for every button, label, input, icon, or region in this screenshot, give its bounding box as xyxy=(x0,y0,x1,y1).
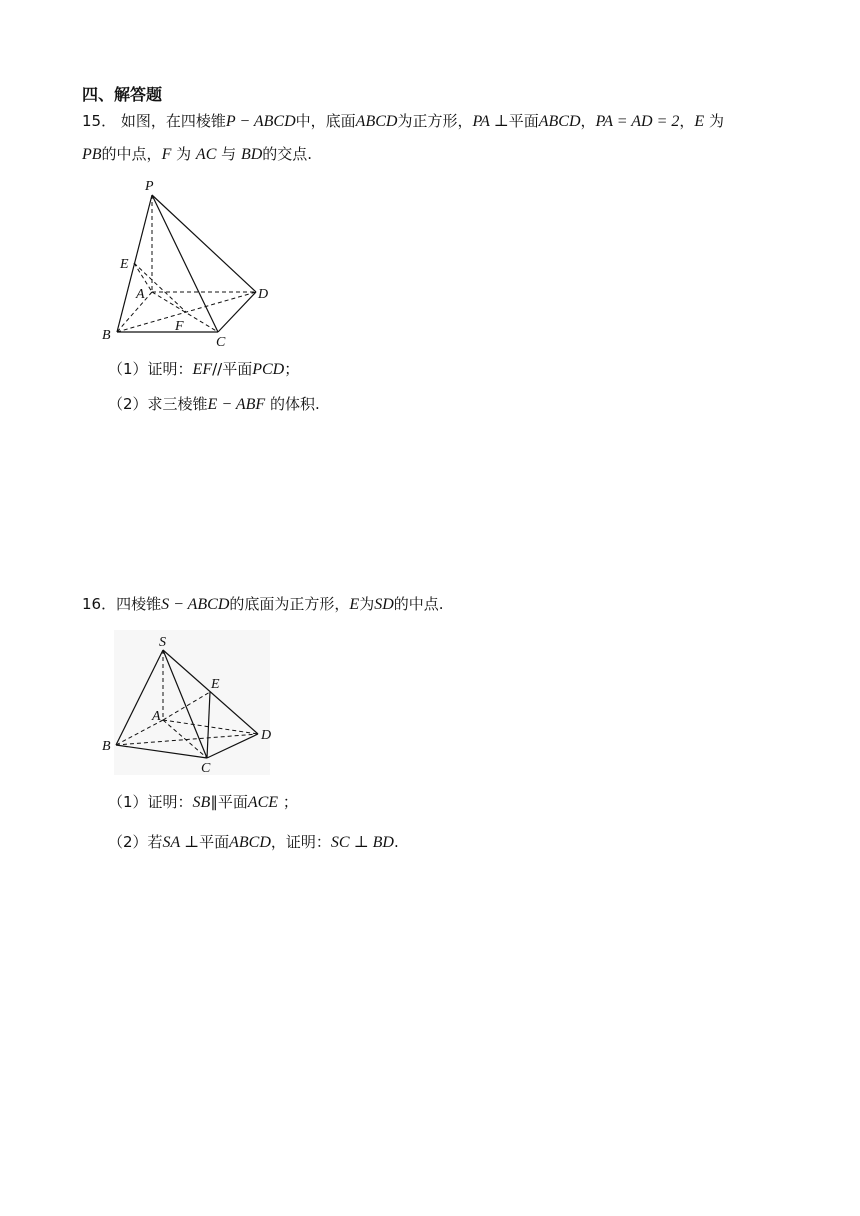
q16-part2 xyxy=(108,831,399,854)
q15-text: 的交点. xyxy=(262,145,313,163)
edge-cd xyxy=(218,292,256,332)
q15-perp: PA ⊥ xyxy=(472,113,509,130)
q16-scbd: SC ⊥ BD xyxy=(330,834,394,851)
q15-equality: PA = AD = 2 xyxy=(595,113,680,130)
part-number: （2）求三棱锥 xyxy=(108,395,208,413)
label-b: B xyxy=(102,328,111,343)
q15-text: 如图，在四棱锥 xyxy=(120,112,226,130)
q16-text: 平面 xyxy=(199,833,230,851)
q16-sd: SD xyxy=(374,596,394,613)
q16-pyramid-figure xyxy=(100,630,280,779)
q15-text: ， xyxy=(679,112,695,130)
q16-sa: SA ⊥ xyxy=(162,834,200,851)
q15-text: 为 xyxy=(708,112,724,130)
q15-ef: EF xyxy=(192,361,213,378)
q15-text: 为正方形， xyxy=(397,112,473,130)
label-e: E xyxy=(211,677,220,692)
q16-number: 16． xyxy=(82,595,117,613)
q15-text: 为 xyxy=(176,145,192,163)
q15-line1 xyxy=(82,110,724,133)
q15-text: 与 xyxy=(221,145,237,163)
q15-pyramid: P − ABCD xyxy=(225,113,296,130)
label-d: D xyxy=(261,728,272,743)
q16-e: E xyxy=(349,596,360,613)
part-number: （1）证明： xyxy=(108,360,193,378)
label-a: A xyxy=(136,287,145,302)
q16-text: ； xyxy=(282,793,298,811)
q15-text: 平面 xyxy=(508,112,539,130)
label-f: F xyxy=(175,319,184,334)
part-number: （2）若 xyxy=(108,833,163,851)
q15-plane-name: ABCD xyxy=(538,113,581,130)
q16-text: ，证明： xyxy=(270,833,331,851)
q15-text: 的中点， xyxy=(101,145,162,163)
q15-text: 的体积. xyxy=(269,395,320,413)
q15-tetrahedron: E − ABF xyxy=(207,396,266,413)
label-e: E xyxy=(120,257,129,272)
label-s: S xyxy=(159,635,166,650)
label-c: C xyxy=(216,335,226,349)
label-c: C xyxy=(201,761,211,775)
q15-text: //平面 xyxy=(212,360,253,378)
q16-text: 的中点. xyxy=(393,595,444,613)
q16-abcd: ABCD xyxy=(229,834,271,851)
section-title: 四、解答题 xyxy=(82,85,163,104)
q15-pb: PB xyxy=(82,146,102,163)
q15-text: ； xyxy=(284,360,300,378)
q15-pcd: PCD xyxy=(252,361,285,378)
q16-text: 的底面为正方形， xyxy=(229,595,350,613)
q15-base: ABCD xyxy=(355,113,398,130)
label-p: P xyxy=(145,179,154,194)
q15-pyramid-figure xyxy=(98,174,278,353)
q15-part2 xyxy=(108,393,320,416)
part-number: （1）证明： xyxy=(108,793,193,811)
label-d: D xyxy=(258,287,269,302)
q16-text: . xyxy=(393,833,399,851)
edge-pd xyxy=(152,195,256,292)
q15-bd: BD xyxy=(240,146,263,163)
q15-ac: AC xyxy=(195,146,217,163)
q15-f: F xyxy=(161,146,172,163)
q16-part1 xyxy=(108,791,298,814)
q16-text: 四棱锥 xyxy=(116,595,162,613)
q16-sb: SB xyxy=(192,794,211,811)
q16-pyramid: S − ABCD xyxy=(161,596,230,613)
q15-text: 中，底面 xyxy=(295,112,356,130)
q15-e: E xyxy=(694,113,705,130)
label-a: A xyxy=(152,709,161,724)
q16-text: 为 xyxy=(359,595,375,613)
label-b: B xyxy=(102,739,111,754)
q16-ace: ACE xyxy=(247,794,279,811)
q15-text: ， xyxy=(580,112,596,130)
q16-line1 xyxy=(82,593,444,616)
q15-number: 15． xyxy=(82,112,117,130)
q15-part1 xyxy=(108,358,299,381)
q15-line2 xyxy=(82,143,312,166)
q16-text: ∥平面 xyxy=(210,793,248,811)
